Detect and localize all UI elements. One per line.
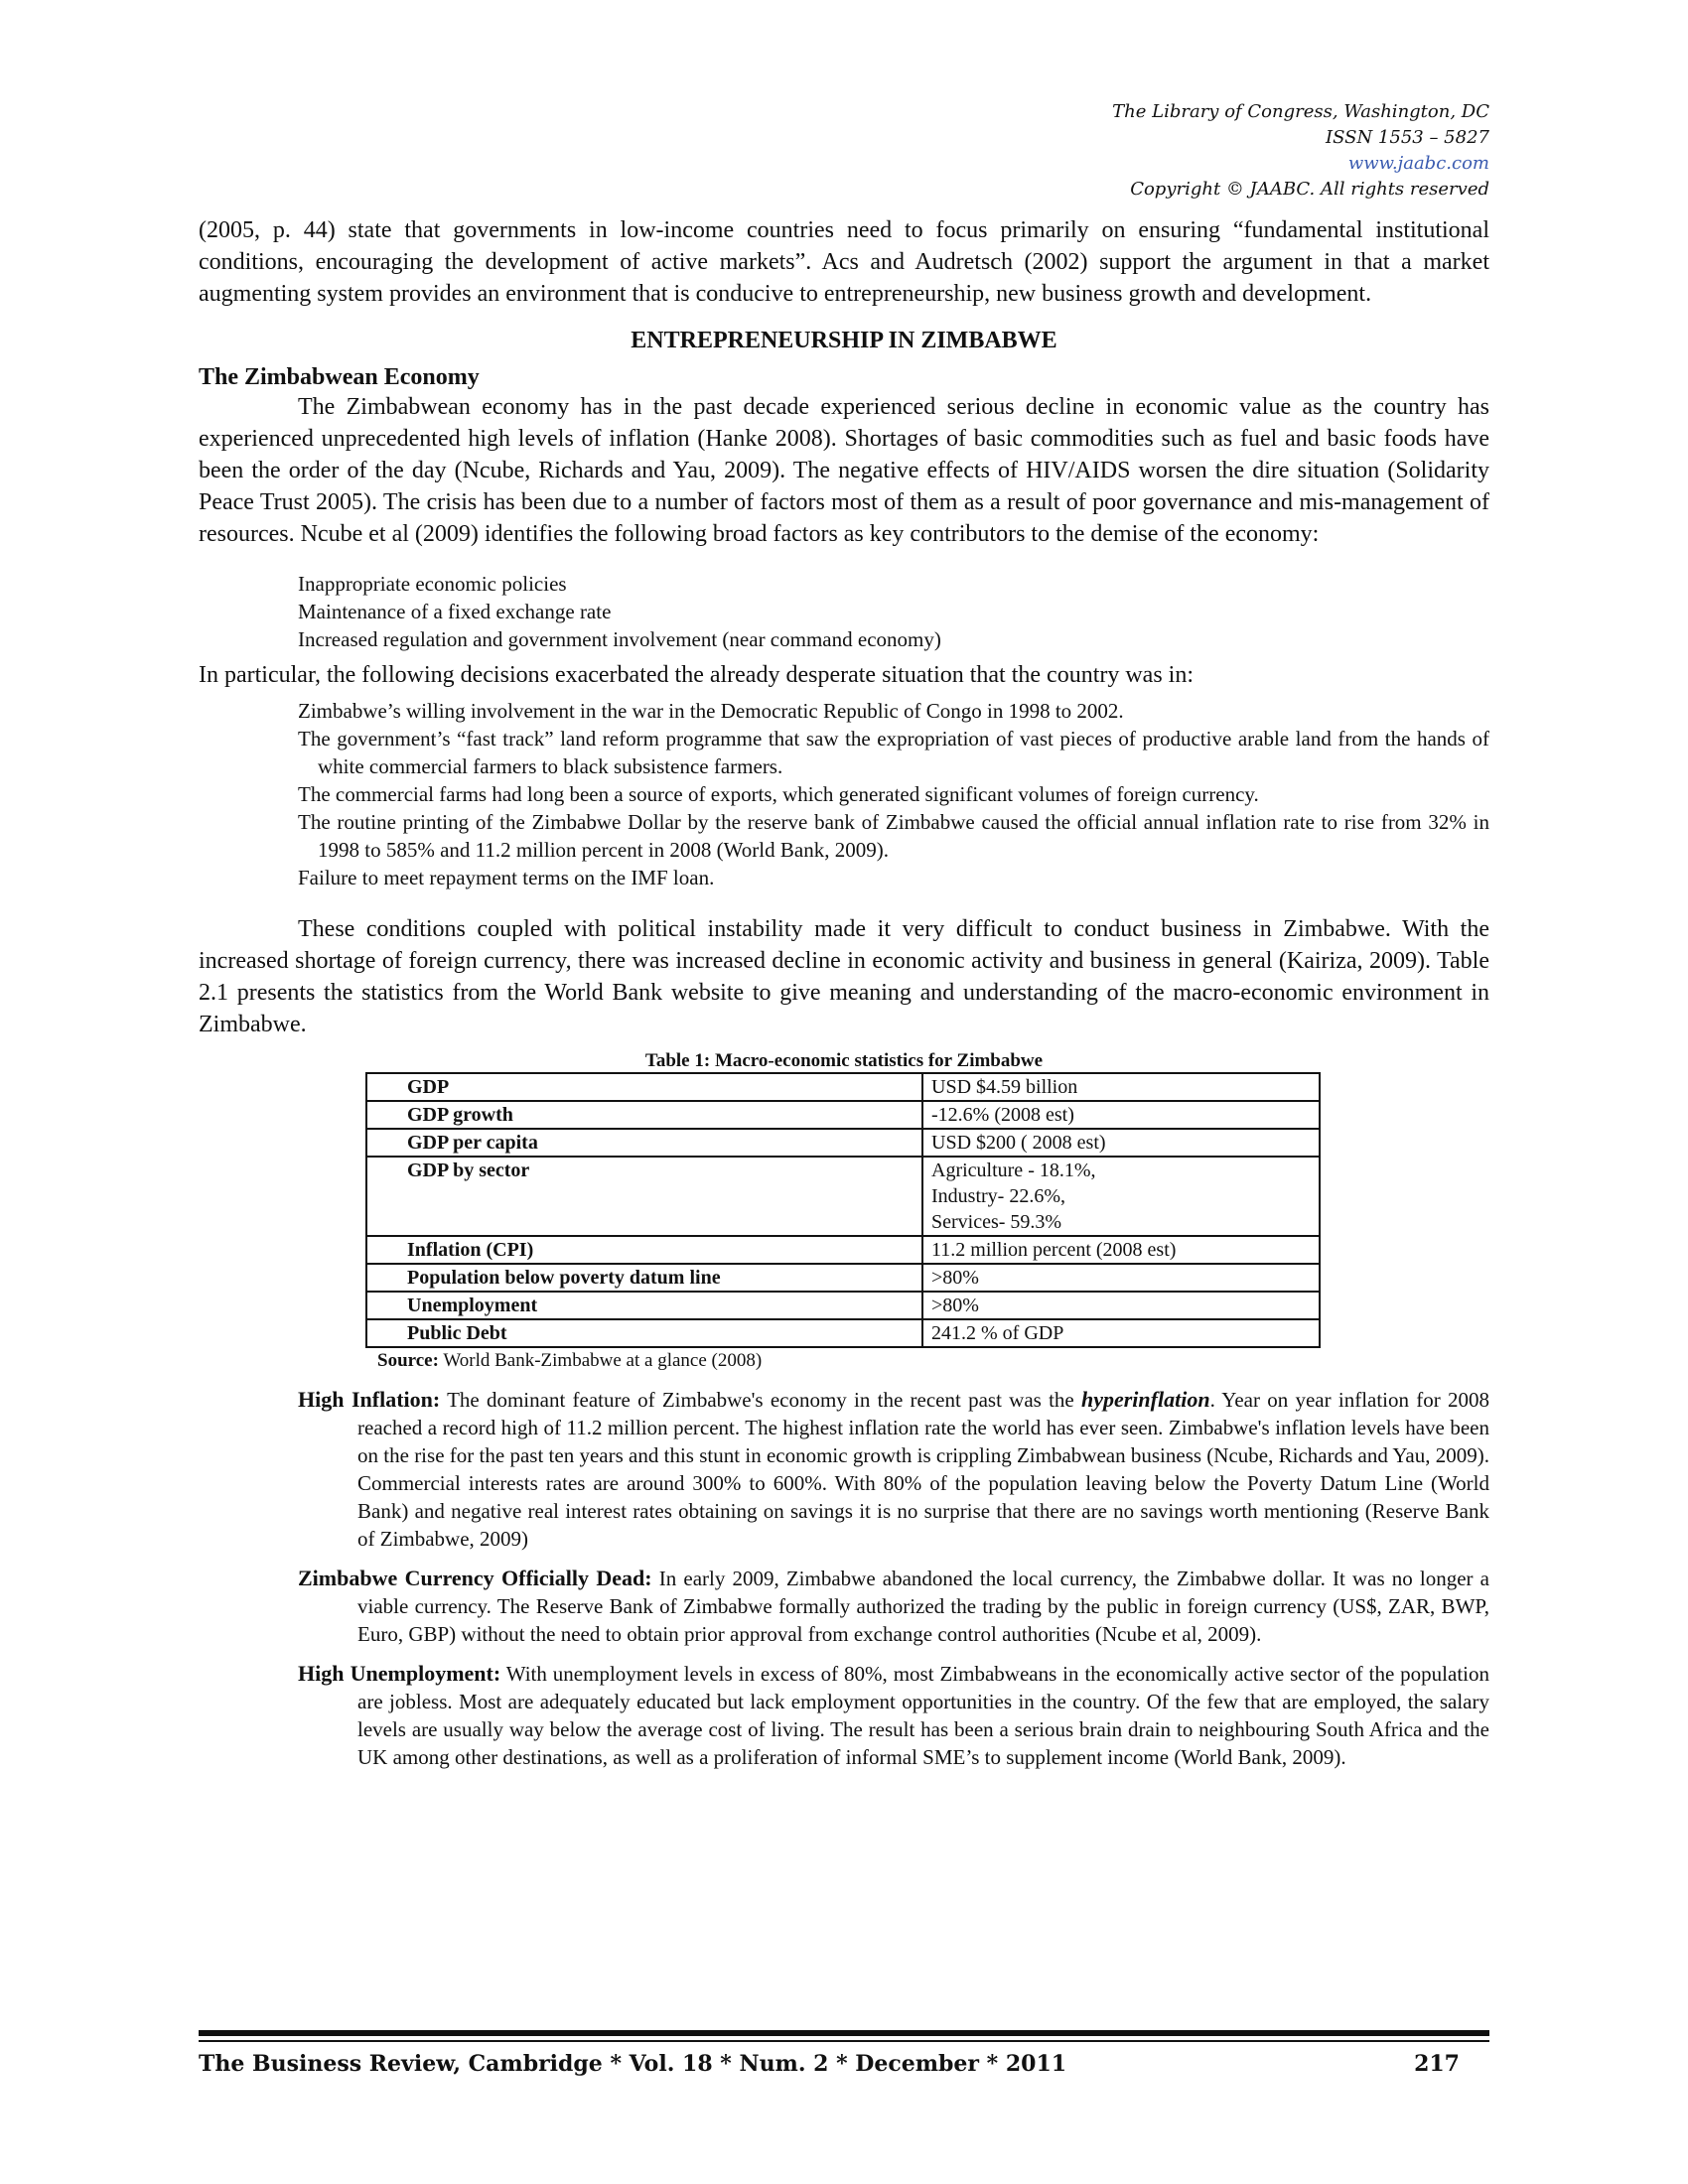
table-caption: Table 1: Macro-economic statistics for Zimbabwe	[644, 1050, 1044, 1071]
page-footer	[199, 2051, 1460, 2077]
currency-dead-label: Zimbabwe Currency Officially Dead:	[298, 1566, 652, 1590]
table-cell-value	[922, 1157, 1320, 1236]
high-inflation-text-a: The dominant feature of Zimbabwe's economy in the recent past was the	[440, 1388, 1081, 1412]
footer-rule-thin	[199, 2040, 1489, 2042]
table-cell-key: Public Debt	[366, 1319, 922, 1347]
table-cell-value: USD $200 ( 2008 est)	[922, 1129, 1320, 1157]
page-body	[199, 214, 1489, 1771]
table-row	[366, 1157, 1320, 1236]
table-cell-value: -12.6% (2008 est)	[922, 1101, 1320, 1129]
sector-services: Services- 59.3%	[931, 1211, 1062, 1233]
table-row	[366, 1319, 1320, 1347]
conditions-paragraph: These conditions coupled with political instability made it very difficult to conduct business in Zimbabwe. With the increased shortage of foreign currency, there was increased decline in economic activity and business in general (Kairiza, 2009). Table 2.1 presents the statistics from the World Bank website to give meaning and understanding of the macro-economic environment in Zimbabwe.	[199, 916, 1489, 1037]
table-row	[366, 1101, 1320, 1129]
sector-agriculture: Agriculture - 18.1%,	[931, 1160, 1096, 1181]
table-cell-key: GDP per capita	[366, 1129, 922, 1157]
header-line-2: ISSN 1553 – 5827	[1326, 127, 1489, 148]
list-item: The routine printing of the Zimbabwe Dollar by the reserve bank of Zimbabwe caused the official annual inflation rate to rise from 32% in 1998 to 585% and 11.2 million percent in 2008 (World Bank, 2009).	[298, 810, 1489, 862]
page-number: 217	[1414, 2051, 1460, 2077]
source-label: Source:	[377, 1350, 439, 1371]
section-title: ENTREPRENEURSHIP IN ZIMBABWE	[631, 328, 1057, 353]
list-item: Zimbabwe’s willing involvement in the war in the Democratic Republic of Congo in 1998 to 2002.	[298, 699, 1124, 723]
economy-paragraph: The Zimbabwean economy has in the past decade experienced serious decline in economic value as the country has experienced unprecedented high levels of inflation (Hanke 2008). Shortages of basic commodities such as fuel and basic foods have been the order of the day (Ncube, Richards and Yau, 2009). The negative effects of HIV/AIDS worsen the dire situation (Solidarity Peace Trust 2005). The crisis has been due to a number of factors most of them as a result of poor governance and mis-management of resources. Ncube et al (2009) identifies the following broad factors as key contributors to the demise of the economy:	[199, 394, 1489, 547]
table-cell-value: 241.2 % of GDP	[922, 1319, 1320, 1347]
particular-sentence: In particular, the following decisions exacerbated the already desperate situation that the country was in:	[199, 662, 1195, 688]
high-inflation-text-b: . Year on year inflation for 2008 reached a record high of 11.2 million percent. The highest inflation rate the world has ever seen. Zimbabwe's inflation levels have been on the rise for the past ten years and this stunt in economic growth is crippling Zimbabwean business (Ncube, Richards and Yau, 2009). Commercial interests rates are around 300% to 600%. With 80% of the population leaving below the Poverty Datum Line (World Bank) and negative real interest rates obtaining on savings it is no surprise that there are no savings worth mentioning (Reserve Bank of Zimbabwe, 2009)	[357, 1388, 1489, 1551]
sector-industry: Industry- 22.6%,	[931, 1185, 1065, 1207]
currency-dead-paragraph	[199, 1565, 1489, 1648]
footer-journal-citation: The Business Review, Cambridge * Vol. 18 * Num. 2 * December * 2011	[199, 2051, 1067, 2077]
header-line-4: Copyright © JAABC. All rights reserved	[1130, 179, 1489, 200]
table-cell-key: GDP by sector	[366, 1157, 922, 1236]
table-cell-value: 11.2 million percent (2008 est)	[922, 1236, 1320, 1264]
list-item: Inappropriate economic policies	[298, 572, 567, 596]
high-unemployment-label: High Unemployment:	[298, 1661, 501, 1686]
journal-header	[1112, 99, 1489, 203]
list-item: The commercial farms had long been a source of exports, which generated significant volumes of foreign currency.	[298, 782, 1259, 806]
table-row	[366, 1264, 1320, 1292]
table-cell-key: GDP	[366, 1073, 922, 1101]
list-item: Failure to meet repayment terms on the IMF loan.	[298, 866, 715, 889]
hyperinflation-emphasis: hyperinflation	[1080, 1387, 1210, 1412]
table-row	[366, 1292, 1320, 1319]
table-row	[366, 1129, 1320, 1157]
table-cell-key: Unemployment	[366, 1292, 922, 1319]
header-line-1: The Library of Congress, Washington, DC	[1112, 101, 1489, 122]
table-row	[366, 1073, 1320, 1101]
table-cell-key: Population below poverty datum line	[366, 1264, 922, 1292]
header-website-link[interactable]: www.jaabc.com	[1347, 153, 1489, 174]
footer-rule-thick	[199, 2030, 1489, 2036]
list-item: Maintenance of a fixed exchange rate	[298, 600, 612, 623]
table-source	[377, 1350, 1489, 1372]
table-cell-key: GDP growth	[366, 1101, 922, 1129]
table-cell-key: Inflation (CPI)	[366, 1236, 922, 1264]
table-cell-value: USD $4.59 billion	[922, 1073, 1320, 1101]
subheading: The Zimbabwean Economy	[199, 364, 480, 390]
high-inflation-paragraph	[199, 1386, 1489, 1553]
table-cell-value: >80%	[922, 1292, 1320, 1319]
currency-dead-text: In early 2009, Zimbabwe abandoned the local currency, the Zimbabwe dollar. It was no longer a viable currency. The Reserve Bank of Zimbabwe formally authorized the trading by the public in foreign currency (US$, ZAR, BWP, Euro, GBP) without the need to obtain prior approval from exchange control authorities (Ncube et al, 2009).	[357, 1567, 1489, 1646]
macro-statistics-table	[365, 1072, 1321, 1348]
high-unemployment-paragraph	[199, 1660, 1489, 1771]
decisions-list	[199, 697, 1489, 891]
high-inflation-label: High Inflation:	[298, 1387, 441, 1412]
factors-list	[199, 570, 1489, 653]
intro-paragraph: (2005, p. 44) state that governments in low-income countries need to focus primarily on ensuring “fundamental institutional conditions, encouraging the development of active markets”. Acs and Audretsch (2002) support the argument in that a market augmenting system provides an environment that is conducive to entrepreneurship, new business growth and development.	[199, 217, 1489, 307]
table-row	[366, 1236, 1320, 1264]
source-text: World Bank-Zimbabwe at a glance (2008)	[443, 1350, 763, 1371]
list-item: Increased regulation and government involvement (near command economy)	[298, 627, 941, 651]
table-cell-value: >80%	[922, 1264, 1320, 1292]
list-item: The government’s “fast track” land reform programme that saw the expropriation of vast pieces of productive arable land from the hands of white commercial farmers to black subsistence farmers.	[298, 727, 1489, 778]
high-unemployment-text: With unemployment levels in excess of 80%, most Zimbabweans in the economically active sector of the population are jobless. Most are adequately educated but lack employment opportunities in the country. Of the few that are employed, the salary levels are usually way below the average cost of living. The result has been a serious brain drain to neighbouring South Africa and the UK among other destinations, as well as a proliferation of informal SME’s to supplement income (World Bank, 2009).	[357, 1662, 1490, 1769]
